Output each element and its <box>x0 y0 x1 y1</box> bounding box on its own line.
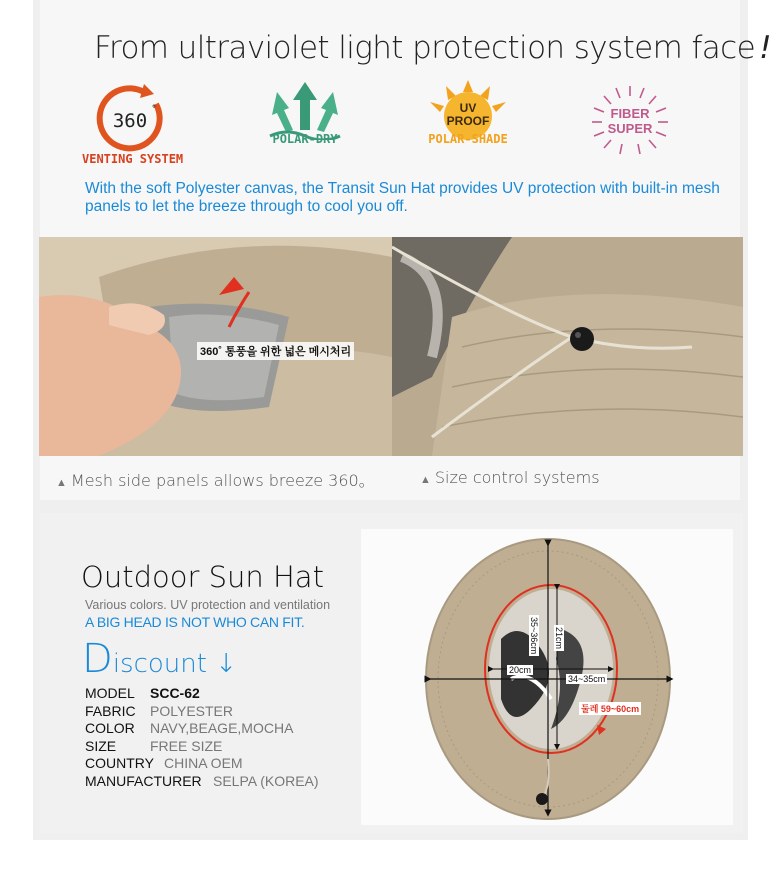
down-arrow-icon: ↓ <box>215 649 237 679</box>
spec-key: MANUFACTURER <box>85 772 202 789</box>
spec-value: FREE SIZE <box>150 737 223 754</box>
spec-key: SIZE <box>85 737 117 754</box>
size-control-illustration <box>392 237 743 456</box>
proof-text: PROOF <box>446 114 490 128</box>
spec-value: NAVY,BEAGE,MOCHA <box>150 720 294 736</box>
spec-key: COUNTRY <box>85 755 154 771</box>
spec-value: SELPA (KOREA) <box>213 772 319 789</box>
mesh-caption: ▲ Mesh side panels allows breeze 360。 <box>56 471 375 490</box>
mesh-ventilation-tag: 360˚ 통풍을 위한 넓은 메시처리 <box>197 342 354 360</box>
mesh-panel-photo <box>39 237 392 456</box>
spec-value: CHINA OEM <box>164 755 243 771</box>
fiber-super-badge <box>580 80 680 172</box>
dim-brim-height: 35~36cm <box>529 617 539 655</box>
size-control-caption: ▲ Size control systems <box>420 468 600 487</box>
discount-heading: Discount ↓ <box>82 636 237 682</box>
badge-360-number: 360 <box>112 110 148 132</box>
dim-crown-width: 20cm <box>509 665 532 675</box>
uv-proof-sun-icon <box>418 80 518 140</box>
uv-text: UV <box>459 101 477 115</box>
spec-key: FABRIC <box>85 702 136 719</box>
fiber-super-icon <box>580 80 680 160</box>
venting-system-label: VENTING SYSTEM <box>82 152 184 166</box>
venting-360-icon <box>82 80 182 152</box>
svg-text:°: ° <box>152 104 156 115</box>
size-control-photo <box>392 237 743 456</box>
product-tagline: A BIG HEAD IS NOT WHO CAN FIT. <box>85 614 305 630</box>
spec-key: COLOR <box>85 720 135 736</box>
dim-head-circumference: 둘레 59~60cm <box>581 704 640 714</box>
dim-brim-width: 34~35cm <box>568 674 606 684</box>
product-subtitle: Various colors. UV protection and ventilation <box>85 598 331 612</box>
hat-dimension-diagram <box>361 529 733 825</box>
spec-key: MODEL <box>85 685 135 701</box>
headline: From ultraviolet light protection system face ! <box>94 30 771 66</box>
polar-dry-arrows-icon <box>255 80 355 140</box>
product-title: Outdoor Sun Hat <box>81 560 324 594</box>
venting-system-badge <box>82 80 182 172</box>
polar-shade-badge <box>418 80 518 172</box>
polar-dry-label: POLAR-DRY <box>272 132 338 146</box>
dim-crown-height: 21cm <box>554 627 564 650</box>
super-text: SUPER <box>607 121 653 136</box>
polar-dry-badge <box>255 80 355 172</box>
feature-description: With the soft Polyester canvas, the Transit Sun Hat provides UV protection with built-in mesh panels to let the breeze through to cool you off. <box>85 180 720 215</box>
spec-value: POLYESTER <box>150 702 233 719</box>
polar-shade-label: POLAR-SHADE <box>428 132 508 146</box>
fiber-text: FIBER <box>610 106 650 121</box>
hat-top-view-illustration <box>361 529 733 825</box>
spec-value: SCC-62 <box>150 685 200 701</box>
